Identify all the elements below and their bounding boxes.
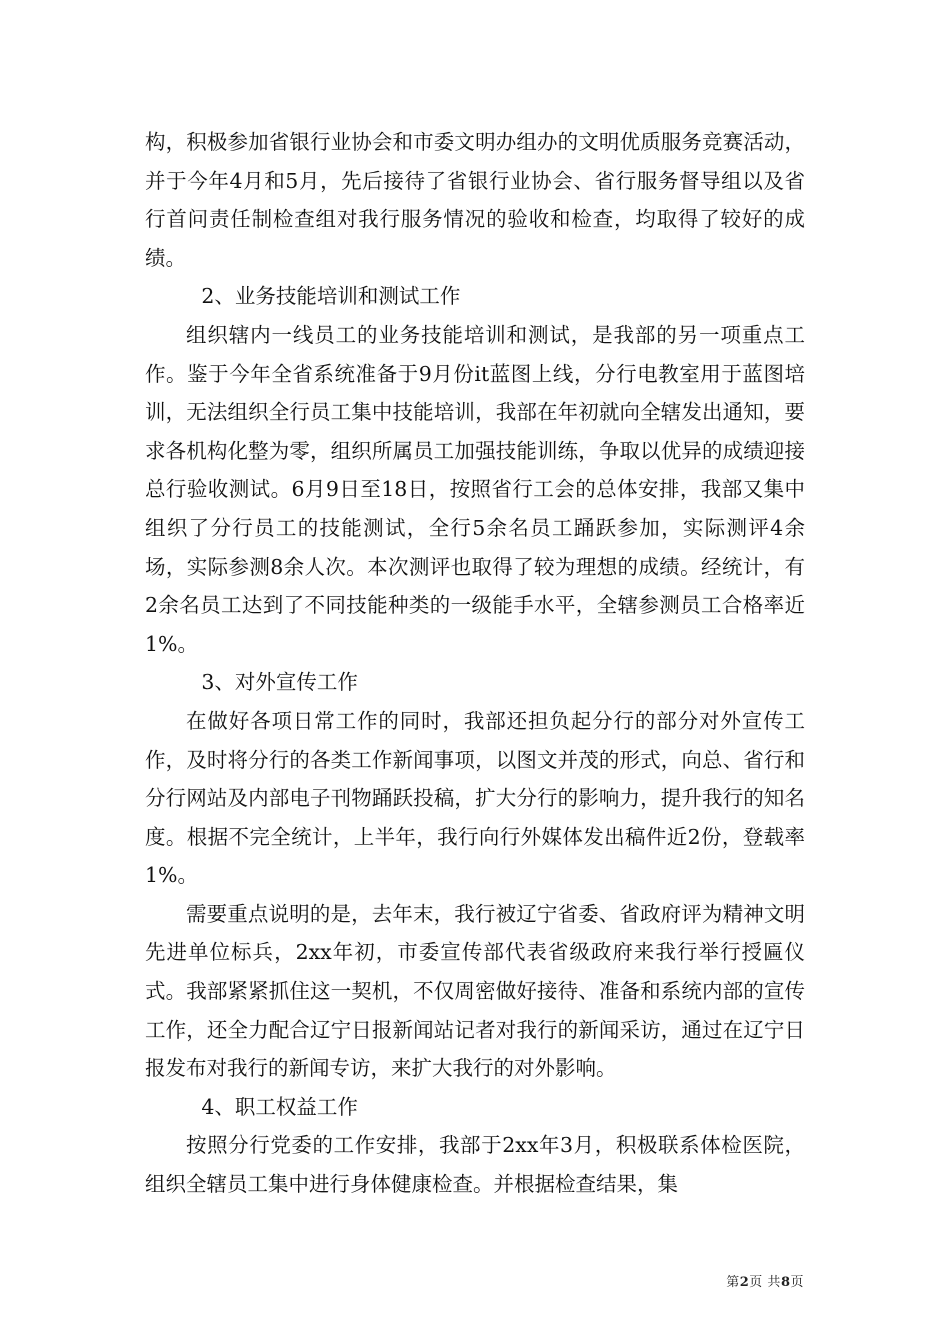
footer-total-pages: 8 xyxy=(780,1275,791,1290)
page-number-footer xyxy=(726,1271,804,1290)
footer-prefix: 第 xyxy=(726,1275,740,1290)
section-heading-employee-rights: 4、职工权益工作 xyxy=(201,1094,358,1119)
footer-suffix: 页 xyxy=(790,1275,804,1290)
paragraph-external-publicity: 在做好各项日常工作的同时，我部还担负起分行的部分对外宣传工作，及时将分行的各类工作新闻事项，以图文并茂的形式，向总、省行和分行网站及内部电子刊物踊跃投稿，扩大分行的影响力，提升我行的知名度。根据不完全统计，上半年，我行向行外媒体发出稿件近2份，登载率1%。 xyxy=(145,708,805,888)
section-heading-external-publicity: 3、对外宣传工作 xyxy=(201,670,358,695)
document-body xyxy=(145,123,805,1204)
footer-middle: 页 共 xyxy=(749,1275,781,1290)
paragraph-employee-rights: 按照分行党委的工作安排，我部于2xx年3月，积极联系体检医院，组织全辖员工集中进行身体健康检查。并根据检查结果，集 xyxy=(145,1133,805,1197)
footer-current-page: 2 xyxy=(739,1275,750,1290)
paragraph-continuation: 构，积极参加省银行业协会和市委文明办组办的文明优质服务竞赛活动，并于今年4月和5月，先后接待了省银行业协会、省行服务督导组以及省行首问责任制检查组对我行服务情况的验收和检查，均取得了较好的成绩。 xyxy=(145,130,805,270)
paragraph-skills-training: 组织辖内一线员工的业务技能培训和测试，是我部的另一项重点工作。鉴于今年全省系统准备于9月份it蓝图上线，分行电教室用于蓝图培训，无法组织全行员工集中技能培训，我部在年初就向全辖发出通知，要求各机构化整为零，组织所属员工加强技能训练，争取以优异的成绩迎接总行验收测试。6月9日至18日，按照省行工会的总体安排，我部又集中组织了分行员工的技能测试，全行5余名员工踊跃参加，实际测评4余场，实际参测8余人次。本次测评也取得了较为理想的成绩。经统计，有2余名员工达到了不同技能种类的一级能手水平，全辖参测员工合格率近1%。 xyxy=(145,322,805,656)
section-heading-skills-training: 2、业务技能培训和测试工作 xyxy=(201,284,461,309)
paragraph-key-note: 需要重点说明的是，去年末，我行被辽宁省委、省政府评为精神文明先进单位标兵，2xx年初，市委宣传部代表省级政府来我行举行授匾仪式。我部紧紧抓住这一契机，不仅周密做好接待、准备和系统内部的宣传工作，还全力配合辽宁日报新闻站记者对我行的新闻采访，通过在辽宁日报发布对我行的新闻专访，来扩大我行的对外影响。 xyxy=(145,901,805,1081)
